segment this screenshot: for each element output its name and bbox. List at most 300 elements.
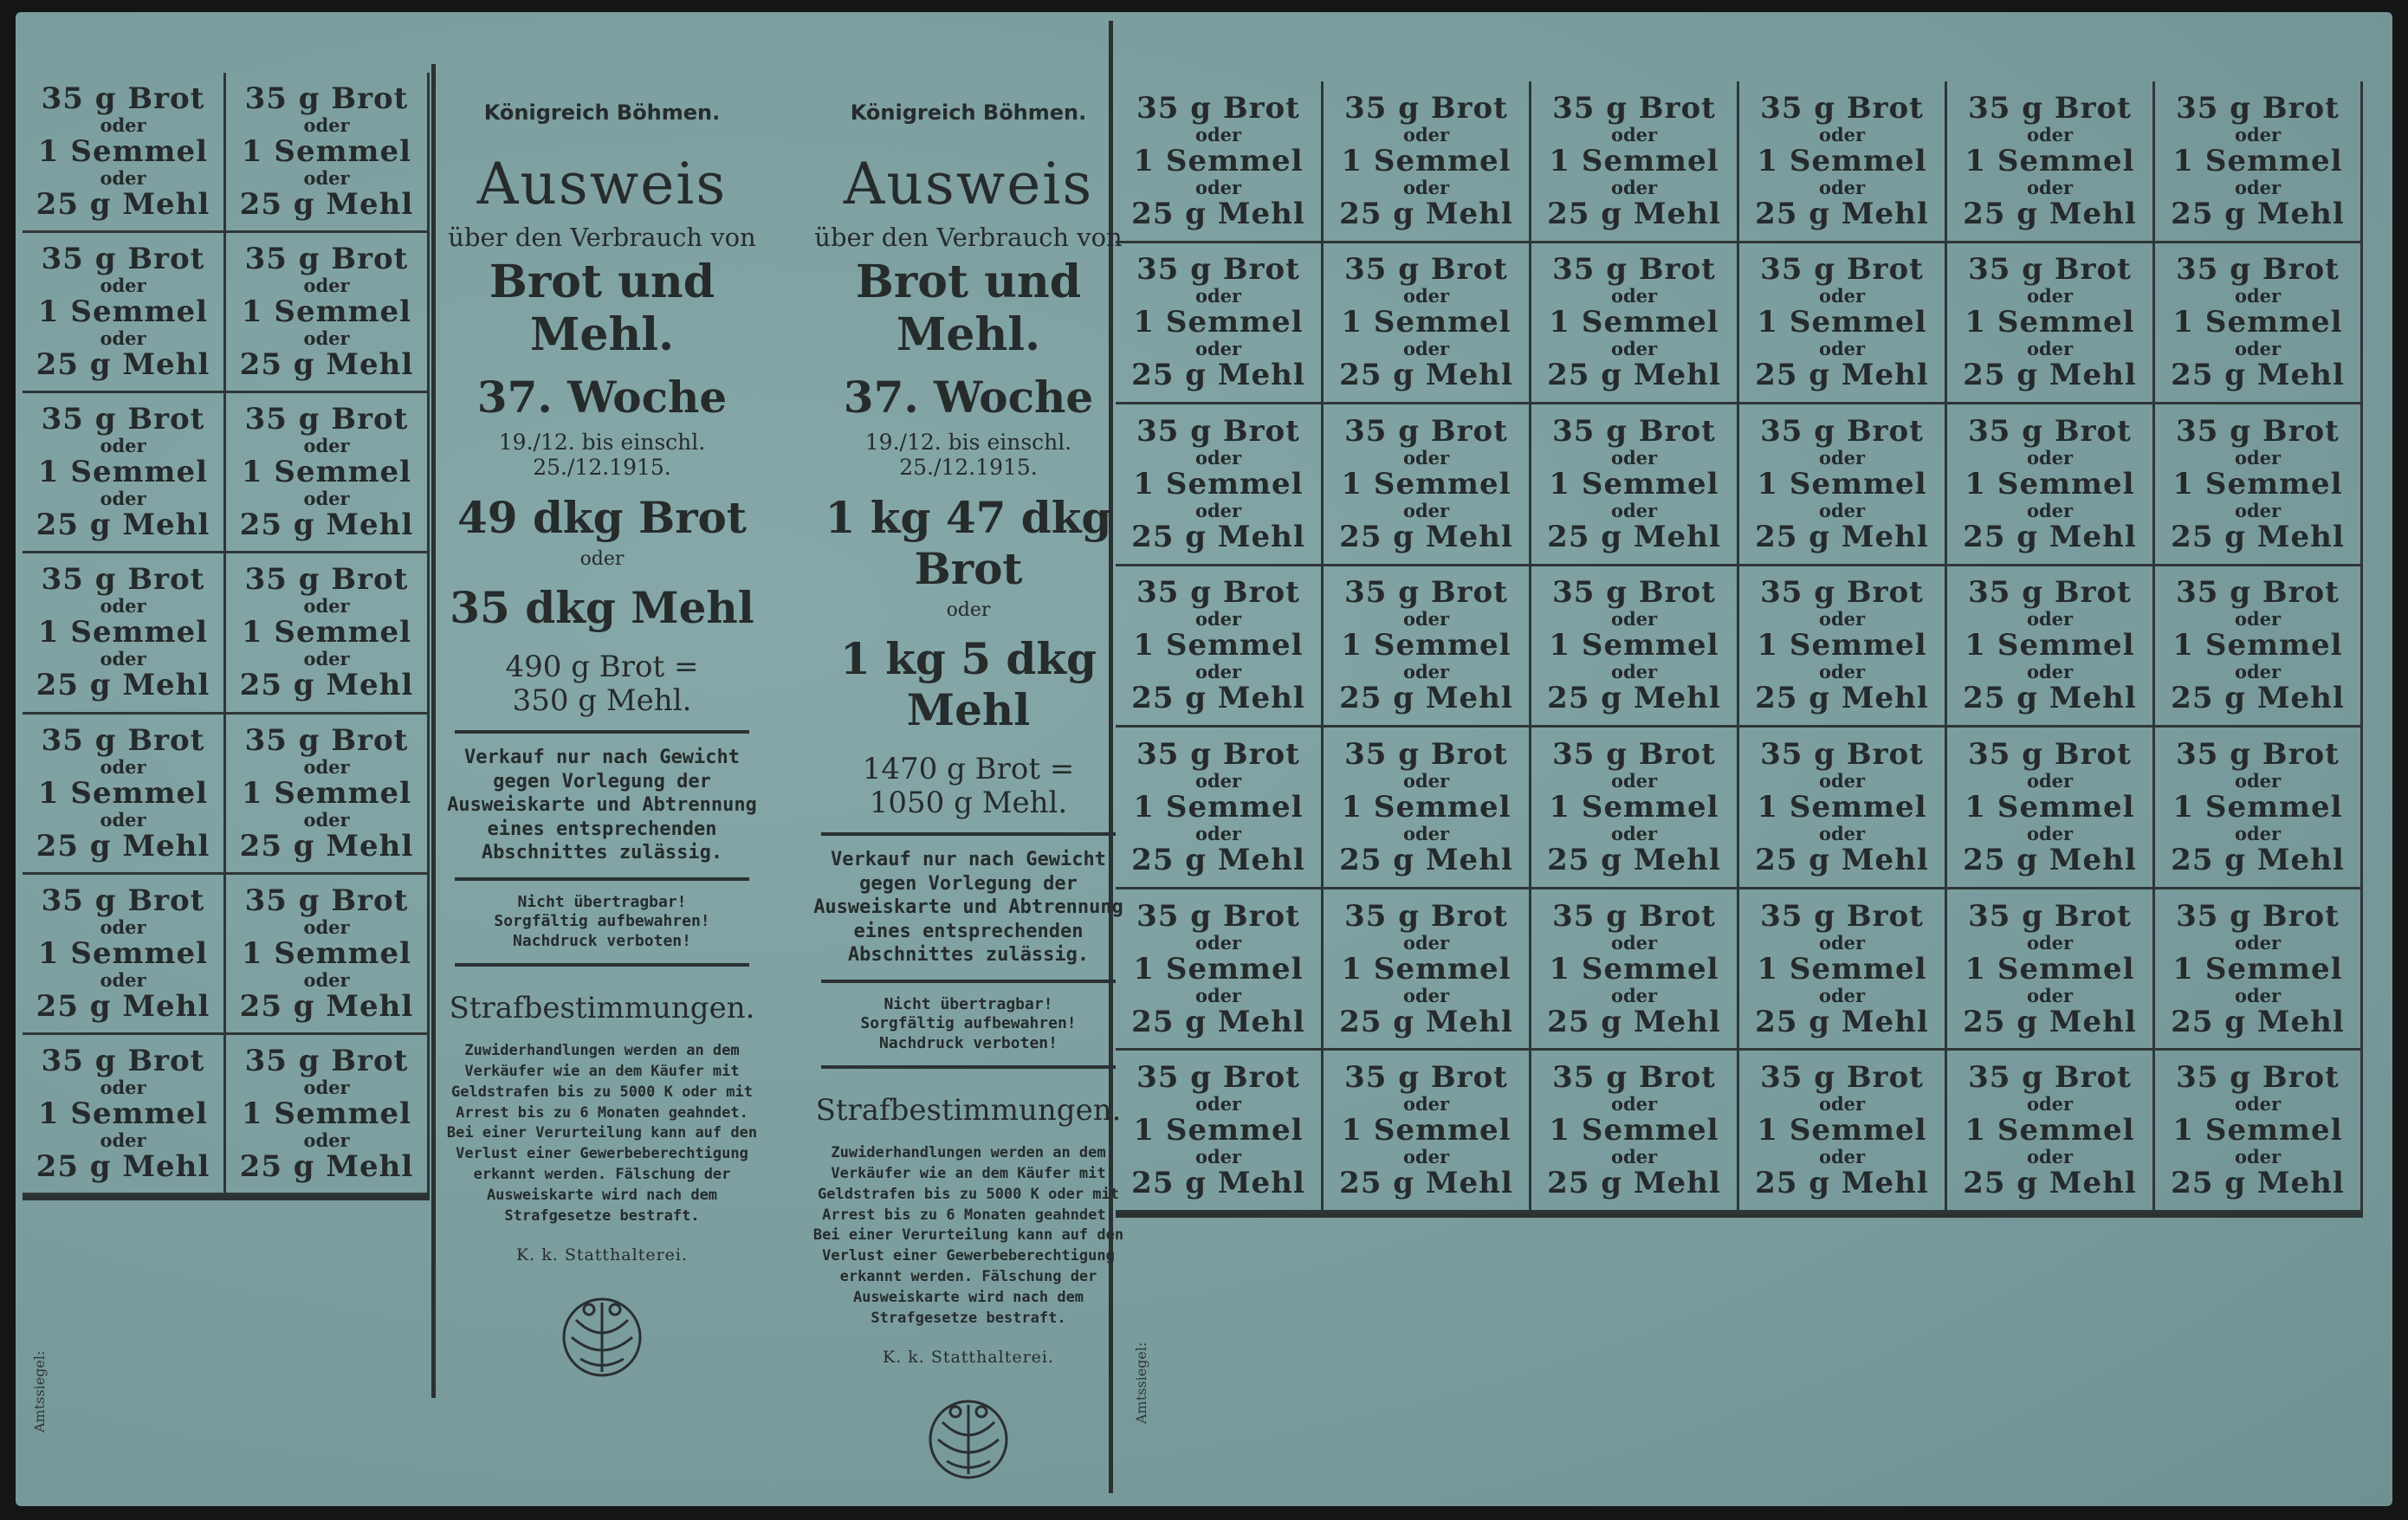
coupon-bread-line: 35 g Brot <box>244 883 409 918</box>
ration-coupon[interactable] <box>1324 243 1531 405</box>
coupon-oder-line: oder <box>1402 608 1450 631</box>
coupon-oder-line: oder <box>1818 338 1866 360</box>
coupon-bread-line: 35 g Brot <box>1760 898 1924 934</box>
ration-coupon[interactable] <box>1947 81 2155 243</box>
ration-coupon[interactable] <box>23 233 226 393</box>
coupon-oder-line: oder <box>1194 285 1242 307</box>
coupon-bread-line: 35 g Brot <box>244 562 409 598</box>
coupon-oder-line: oder <box>1402 499 1450 521</box>
coupon-oder-line: oder <box>100 114 146 137</box>
coupon-flour-line: 25 g Mehl <box>2171 358 2345 393</box>
coupon-flour-line: 25 g Mehl <box>2171 1166 2345 1201</box>
coupon-oder-line: oder <box>100 1076 146 1098</box>
coupon-roll-line: 1 Semmel <box>2172 628 2343 663</box>
coupon-oder-line: oder <box>1610 285 1658 307</box>
ration-coupon[interactable] <box>1739 404 1947 566</box>
ration-coupon[interactable] <box>1324 1051 1531 1213</box>
coupon-roll-line: 1 Semmel <box>1965 790 2135 825</box>
coupon-bread-line: 35 g Brot <box>1552 1060 1716 1096</box>
coupon-flour-line: 25 g Mehl <box>2171 843 2345 878</box>
ration-coupon[interactable] <box>1116 566 1324 728</box>
coupon-bread-line: 35 g Brot <box>41 1043 205 1078</box>
coupon-flour-line: 25 g Mehl <box>1131 1166 1305 1201</box>
equivalence-line-2: 1050 g Mehl. <box>869 786 1068 821</box>
coupon-bread-line: 35 g Brot <box>2176 413 2340 449</box>
coupon-flour-line: 25 g Mehl <box>1339 843 1513 878</box>
coupon-oder-line: oder <box>1818 984 1866 1006</box>
ration-coupon[interactable] <box>23 553 226 714</box>
coupon-bread-line: 35 g Brot <box>1968 1060 2132 1096</box>
coupon-flour-line: 25 g Mehl <box>36 828 210 863</box>
bread-amount: 1 kg 47 dkg Brot <box>825 492 1112 594</box>
ration-coupon[interactable] <box>23 875 226 1035</box>
coupon-oder-line: oder <box>2234 123 2282 146</box>
coupon-oder-line: oder <box>303 648 350 670</box>
coupon-oder-line: oder <box>1402 661 1450 683</box>
coupon-oder-line: oder <box>100 968 146 991</box>
ration-coupon[interactable] <box>2155 1051 2363 1213</box>
coupon-oder-line: oder <box>1818 176 1866 198</box>
ration-coupon[interactable] <box>1739 1051 1947 1213</box>
coupon-flour-line: 25 g Mehl <box>1547 519 1721 554</box>
coupon-oder-line: oder <box>100 167 146 190</box>
ration-coupon[interactable] <box>1947 1051 2155 1213</box>
coupon-oder-line: oder <box>2234 984 2282 1006</box>
coupon-oder-line: oder <box>2026 176 2074 198</box>
coupon-oder-line: oder <box>2234 661 2282 683</box>
coupon-roll-line: 1 Semmel <box>1341 951 1511 986</box>
coupon-bread-line: 35 g Brot <box>1136 90 1300 126</box>
ration-coupon[interactable] <box>226 73 430 233</box>
warning-2: Sorgfältig aufbewahren! <box>494 912 710 931</box>
bread-amount: 49 dkg Brot <box>456 492 747 543</box>
coupon-oder-line: oder <box>2026 823 2074 845</box>
ration-coupon[interactable] <box>1739 243 1947 405</box>
ration-coupon[interactable] <box>1739 728 1947 889</box>
coupon-bread-line: 35 g Brot <box>1968 90 2132 126</box>
coupon-oder-line: oder <box>1818 1146 1866 1168</box>
coupon-bread-line: 35 g Brot <box>1760 90 1924 126</box>
coupon-roll-line: 1 Semmel <box>2172 466 2343 501</box>
authority-label: K. k. Statthalterei. <box>882 1348 1055 1368</box>
ration-coupon[interactable] <box>1116 404 1324 566</box>
coupon-bread-line: 35 g Brot <box>244 242 409 277</box>
ration-coupon[interactable] <box>2155 81 2363 243</box>
seal-label: Amtssiegel: <box>1133 1342 1149 1424</box>
coupon-flour-line: 25 g Mehl <box>1339 681 1513 716</box>
coupon-oder-line: oder <box>303 915 350 938</box>
ration-coupon[interactable] <box>1324 81 1531 243</box>
coupon-oder-line: oder <box>100 1129 146 1151</box>
coupon-oder-line: oder <box>2026 770 2074 792</box>
coupon-oder-line: oder <box>303 808 350 831</box>
coupon-flour-line: 25 g Mehl <box>1131 519 1305 554</box>
coupon-bread-line: 35 g Brot <box>41 883 205 918</box>
coupon-roll-line: 1 Semmel <box>1757 790 1927 825</box>
equivalence-line-2: 350 g Mehl. <box>512 683 692 719</box>
coupon-roll-line: 1 Semmel <box>1757 951 1927 986</box>
coupon-roll-line: 1 Semmel <box>1549 628 1719 663</box>
coupon-flour-line: 25 g Mehl <box>1339 358 1513 393</box>
coupon-flour-line: 25 g Mehl <box>1131 358 1305 393</box>
ration-coupon[interactable] <box>23 393 226 553</box>
coupon-roll-line: 1 Semmel <box>1549 951 1719 986</box>
coupon-oder-line: oder <box>303 968 350 991</box>
coupon-roll-line: 1 Semmel <box>1133 790 1304 825</box>
coupon-flour-line: 25 g Mehl <box>36 508 210 543</box>
coupon-roll-line: 1 Semmel <box>2172 790 2343 825</box>
coupon-oder-line: oder <box>303 275 350 297</box>
coupon-grid-left <box>23 73 430 1200</box>
coupon-bread-line: 35 g Brot <box>1136 252 1300 288</box>
ration-card <box>16 12 2392 1506</box>
ration-coupon[interactable] <box>1116 728 1324 889</box>
coupon-roll-line: 1 Semmel <box>241 294 412 330</box>
coupon-flour-line: 25 g Mehl <box>1755 843 1929 878</box>
coupon-roll-line: 1 Semmel <box>241 134 412 170</box>
coupon-flour-line: 25 g Mehl <box>239 1148 414 1184</box>
coupon-oder-line: oder <box>2234 1146 2282 1168</box>
coupon-bread-line: 35 g Brot <box>1552 413 1716 449</box>
coupon-flour-line: 25 g Mehl <box>1339 1166 1513 1201</box>
coupon-oder-line: oder <box>1402 285 1450 307</box>
flour-amount: 35 dkg Mehl <box>450 582 754 633</box>
coupon-oder-line: oder <box>1194 823 1242 845</box>
coupon-oder-line: oder <box>1402 984 1450 1006</box>
coupon-oder-line: oder <box>1194 446 1242 469</box>
coupon-flour-line: 25 g Mehl <box>1755 519 1929 554</box>
coupon-oder-line: oder <box>1818 770 1866 792</box>
coupon-roll-line: 1 Semmel <box>241 775 412 811</box>
coupon-oder-line: oder <box>1818 931 1866 954</box>
coupon-bread-line: 35 g Brot <box>1552 252 1716 288</box>
ration-coupon[interactable] <box>1324 728 1531 889</box>
coupon-roll-line: 1 Semmel <box>1965 305 2135 340</box>
ration-coupon[interactable] <box>226 715 430 875</box>
coupon-bread-line: 35 g Brot <box>1552 737 1716 773</box>
eagle-emblem-icon <box>916 1387 1020 1491</box>
flour-amount: 1 kg 5 dkg Mehl <box>840 633 1097 735</box>
coupon-roll-line: 1 Semmel <box>1757 466 1927 501</box>
eagle-emblem-icon <box>550 1285 654 1389</box>
coupon-bread-line: 35 g Brot <box>1552 575 1716 611</box>
coupon-roll-line: 1 Semmel <box>2172 951 2343 986</box>
coupon-flour-line: 25 g Mehl <box>1131 843 1305 878</box>
coupon-flour-line: 25 g Mehl <box>1339 1004 1513 1039</box>
coupon-roll-line: 1 Semmel <box>1133 1113 1304 1148</box>
coupon-roll-line: 1 Semmel <box>37 615 209 650</box>
coupon-bread-line: 35 g Brot <box>244 402 409 437</box>
week-label: 37. Woche <box>476 372 728 423</box>
coupon-flour-line: 25 g Mehl <box>239 828 414 863</box>
ration-coupon[interactable] <box>1324 889 1531 1051</box>
coupon-roll-line: 1 Semmel <box>1549 305 1719 340</box>
ration-coupon[interactable] <box>1739 81 1947 243</box>
coupon-roll-line: 1 Semmel <box>2172 143 2343 178</box>
warning-1: Nicht übertragbar! <box>884 994 1053 1013</box>
coupon-oder-line: oder <box>303 114 350 137</box>
coupon-flour-line: 25 g Mehl <box>2171 196 2345 231</box>
coupon-oder-line: oder <box>1610 123 1658 146</box>
ration-coupon[interactable] <box>1531 81 1739 243</box>
ration-coupon[interactable] <box>2155 889 2363 1051</box>
coupon-flour-line: 25 g Mehl <box>36 668 210 703</box>
card-subtitle: über den Verbrauch von <box>448 223 756 252</box>
coupon-roll-line: 1 Semmel <box>37 775 209 811</box>
coupon-oder-line: oder <box>303 755 350 778</box>
coupon-roll-line: 1 Semmel <box>1133 305 1304 340</box>
ration-panel-left <box>442 90 762 1363</box>
coupon-roll-line: 1 Semmel <box>1133 466 1304 501</box>
coupon-roll-line: 1 Semmel <box>1757 143 1927 178</box>
coupon-oder-line: oder <box>1402 823 1450 845</box>
coupon-oder-line: oder <box>2234 285 2282 307</box>
coupon-flour-line: 25 g Mehl <box>36 347 210 383</box>
coupon-roll-line: 1 Semmel <box>37 1096 209 1131</box>
coupon-oder-line: oder <box>2234 770 2282 792</box>
date-range: 19./12. bis einschl. 25./12.1915. <box>864 430 1072 480</box>
equivalence-line-1: 1470 g Brot = <box>862 752 1075 786</box>
coupon-oder-line: oder <box>303 1076 350 1098</box>
coupon-flour-line: 25 g Mehl <box>1547 196 1721 231</box>
coupon-oder-line: oder <box>1610 608 1658 631</box>
coupon-oder-line: oder <box>1818 499 1866 521</box>
coupon-roll-line: 1 Semmel <box>241 935 412 971</box>
coupon-oder-line: oder <box>1194 1146 1242 1168</box>
coupon-oder-line: oder <box>2026 123 2074 146</box>
ration-coupon[interactable] <box>1324 404 1531 566</box>
coupon-oder-line: oder <box>1610 823 1658 845</box>
coupon-flour-line: 25 g Mehl <box>1755 1004 1929 1039</box>
coupon-roll-line: 1 Semmel <box>2172 305 2343 340</box>
rule <box>821 980 1116 983</box>
coupon-oder-line: oder <box>1610 661 1658 683</box>
ration-coupon[interactable] <box>1116 889 1324 1051</box>
coupon-bread-line: 35 g Brot <box>1344 1060 1508 1096</box>
ration-coupon[interactable] <box>226 875 430 1035</box>
ration-coupon[interactable] <box>1947 728 2155 889</box>
oder-label: oder <box>579 548 625 570</box>
coupon-flour-line: 25 g Mehl <box>1963 196 2137 231</box>
coupon-oder-line: oder <box>2234 499 2282 521</box>
coupon-oder-line: oder <box>1402 1146 1450 1168</box>
ration-coupon[interactable] <box>1947 404 2155 566</box>
card-title: Ausweis <box>476 151 728 217</box>
warning-3: Nachdruck verboten! <box>513 931 691 950</box>
rule <box>455 730 749 734</box>
warning-1: Nicht übertragbar! <box>517 892 687 911</box>
ration-coupon[interactable] <box>1531 243 1739 405</box>
coupon-bread-line: 35 g Brot <box>41 722 205 758</box>
card-title: Ausweis <box>843 151 1094 217</box>
coupon-flour-line: 25 g Mehl <box>239 187 414 223</box>
coupon-bread-line: 35 g Brot <box>2176 898 2340 934</box>
coupon-oder-line: oder <box>1610 176 1658 198</box>
rule <box>821 832 1116 836</box>
coupon-oder-line: oder <box>2234 338 2282 360</box>
coupon-bread-line: 35 g Brot <box>1760 575 1924 611</box>
coupon-oder-line: oder <box>1610 338 1658 360</box>
coupon-oder-line: oder <box>303 167 350 190</box>
coupon-bread-line: 35 g Brot <box>41 81 205 117</box>
coupon-roll-line: 1 Semmel <box>2172 1113 2343 1148</box>
product-label: Brot und Mehl. <box>855 255 1082 361</box>
coupon-flour-line: 25 g Mehl <box>36 1148 210 1184</box>
ration-coupon[interactable] <box>2155 728 2363 889</box>
coupon-bread-line: 35 g Brot <box>1344 252 1508 288</box>
coupon-oder-line: oder <box>2234 931 2282 954</box>
coupon-oder-line: oder <box>2026 446 2074 469</box>
coupon-flour-line: 25 g Mehl <box>1547 681 1721 716</box>
coupon-flour-line: 25 g Mehl <box>239 668 414 703</box>
coupon-roll-line: 1 Semmel <box>1341 1113 1511 1148</box>
kingdom-label: Königreich Böhmen. <box>483 100 721 125</box>
coupon-roll-line: 1 Semmel <box>1757 305 1927 340</box>
coupon-oder-line: oder <box>1402 446 1450 469</box>
coupon-flour-line: 25 g Mehl <box>1755 1166 1929 1201</box>
ration-coupon[interactable] <box>1531 404 1739 566</box>
coupon-bread-line: 35 g Brot <box>1136 898 1300 934</box>
coupon-oder-line: oder <box>100 808 146 831</box>
ration-coupon[interactable] <box>1116 81 1324 243</box>
coupon-grid-right <box>1116 81 2363 1218</box>
coupon-roll-line: 1 Semmel <box>1549 466 1719 501</box>
coupon-bread-line: 35 g Brot <box>1136 737 1300 773</box>
ration-coupon[interactable] <box>1739 889 1947 1051</box>
coupon-oder-line: oder <box>2026 1146 2074 1168</box>
ration-coupon[interactable] <box>1116 1051 1324 1213</box>
coupon-oder-line: oder <box>100 488 146 510</box>
ration-coupon[interactable] <box>1324 566 1531 728</box>
coupon-bread-line: 35 g Brot <box>244 81 409 117</box>
ration-coupon[interactable] <box>1531 566 1739 728</box>
coupon-roll-line: 1 Semmel <box>37 294 209 330</box>
coupon-roll-line: 1 Semmel <box>241 455 412 490</box>
coupon-oder-line: oder <box>1194 984 1242 1006</box>
coupon-bread-line: 35 g Brot <box>1344 737 1508 773</box>
coupon-oder-line: oder <box>1194 661 1242 683</box>
coupon-flour-line: 25 g Mehl <box>36 988 210 1024</box>
divider-left <box>431 64 436 1398</box>
ration-coupon[interactable] <box>23 715 226 875</box>
coupon-oder-line: oder <box>1194 931 1242 954</box>
ration-coupon[interactable] <box>1531 1051 1739 1213</box>
coupon-oder-line: oder <box>2234 608 2282 631</box>
coupon-oder-line: oder <box>1194 499 1242 521</box>
coupon-flour-line: 25 g Mehl <box>1963 519 2137 554</box>
product-label: Brot und Mehl. <box>489 255 715 361</box>
coupon-roll-line: 1 Semmel <box>1965 951 2135 986</box>
ration-coupon[interactable] <box>1947 889 2155 1051</box>
coupon-oder-line: oder <box>1818 446 1866 469</box>
ration-coupon[interactable] <box>23 73 226 233</box>
coupon-roll-line: 1 Semmel <box>1133 628 1304 663</box>
ration-coupon[interactable] <box>2155 243 2363 405</box>
ration-coupon[interactable] <box>1531 889 1739 1051</box>
coupon-oder-line: oder <box>1818 1093 1866 1116</box>
authority-label: K. k. Statthalterei. <box>515 1245 689 1265</box>
coupon-oder-line: oder <box>2026 931 2074 954</box>
coupon-oder-line: oder <box>1194 1093 1242 1116</box>
ration-coupon[interactable] <box>1531 728 1739 889</box>
coupon-flour-line: 25 g Mehl <box>2171 519 2345 554</box>
ration-coupon[interactable] <box>1947 566 2155 728</box>
ration-coupon[interactable] <box>23 1035 226 1195</box>
coupon-bread-line: 35 g Brot <box>1968 898 2132 934</box>
ration-coupon[interactable] <box>1947 243 2155 405</box>
coupon-bread-line: 35 g Brot <box>41 242 205 277</box>
kingdom-label: Königreich Böhmen. <box>850 100 1087 125</box>
coupon-oder-line: oder <box>2026 499 2074 521</box>
coupon-oder-line: oder <box>100 327 146 350</box>
coupon-bread-line: 35 g Brot <box>1344 90 1508 126</box>
card-subtitle: über den Verbrauch von <box>814 223 1123 252</box>
coupon-flour-line: 25 g Mehl <box>1131 1004 1305 1039</box>
coupon-flour-line: 25 g Mehl <box>1963 843 2137 878</box>
ration-coupon[interactable] <box>2155 566 2363 728</box>
warning-2: Sorgfältig aufbewahren! <box>860 1014 1077 1033</box>
coupon-bread-line: 35 g Brot <box>1760 737 1924 773</box>
ration-coupon[interactable] <box>2155 404 2363 566</box>
coupon-roll-line: 1 Semmel <box>1965 466 2135 501</box>
coupon-roll-line: 1 Semmel <box>1341 628 1511 663</box>
coupon-roll-line: 1 Semmel <box>1341 305 1511 340</box>
coupon-flour-line: 25 g Mehl <box>1339 519 1513 554</box>
coupon-flour-line: 25 g Mehl <box>1547 843 1721 878</box>
coupon-bread-line: 35 g Brot <box>1760 252 1924 288</box>
week-label: 37. Woche <box>843 372 1094 423</box>
coupon-oder-line: oder <box>1402 770 1450 792</box>
coupon-roll-line: 1 Semmel <box>37 455 209 490</box>
ration-coupon[interactable] <box>1116 243 1324 405</box>
coupon-flour-line: 25 g Mehl <box>1963 358 2137 393</box>
coupon-bread-line: 35 g Brot <box>1552 90 1716 126</box>
ration-coupon[interactable] <box>226 1035 430 1195</box>
coupon-oder-line: oder <box>100 915 146 938</box>
coupon-oder-line: oder <box>100 648 146 670</box>
ration-coupon[interactable] <box>226 393 430 553</box>
coupon-roll-line: 1 Semmel <box>37 935 209 971</box>
coupon-bread-line: 35 g Brot <box>1968 737 2132 773</box>
coupon-oder-line: oder <box>1194 338 1242 360</box>
coupon-oder-line: oder <box>1818 608 1866 631</box>
coupon-oder-line: oder <box>2234 823 2282 845</box>
coupon-roll-line: 1 Semmel <box>1965 1113 2135 1148</box>
coupon-roll-line: 1 Semmel <box>1757 628 1927 663</box>
coupon-bread-line: 35 g Brot <box>2176 252 2340 288</box>
ration-coupon[interactable] <box>226 553 430 714</box>
coupon-oder-line: oder <box>1402 931 1450 954</box>
coupon-oder-line: oder <box>1402 123 1450 146</box>
coupon-roll-line: 1 Semmel <box>241 1096 412 1131</box>
coupon-flour-line: 25 g Mehl <box>2171 1004 2345 1039</box>
date-range: 19./12. bis einschl. 25./12.1915. <box>498 430 706 480</box>
coupon-oder-line: oder <box>1194 770 1242 792</box>
coupon-bread-line: 35 g Brot <box>1344 575 1508 611</box>
coupon-oder-line: oder <box>2026 285 2074 307</box>
coupon-bread-line: 35 g Brot <box>2176 90 2340 126</box>
coupon-flour-line: 25 g Mehl <box>36 187 210 223</box>
ration-coupon[interactable] <box>1739 566 1947 728</box>
coupon-flour-line: 25 g Mehl <box>239 508 414 543</box>
coupon-bread-line: 35 g Brot <box>1344 898 1508 934</box>
coupon-oder-line: oder <box>1194 123 1242 146</box>
coupon-oder-line: oder <box>303 435 350 457</box>
rule <box>821 1065 1116 1069</box>
coupon-oder-line: oder <box>303 488 350 510</box>
ration-coupon[interactable] <box>226 233 430 393</box>
coupon-bread-line: 35 g Brot <box>244 722 409 758</box>
